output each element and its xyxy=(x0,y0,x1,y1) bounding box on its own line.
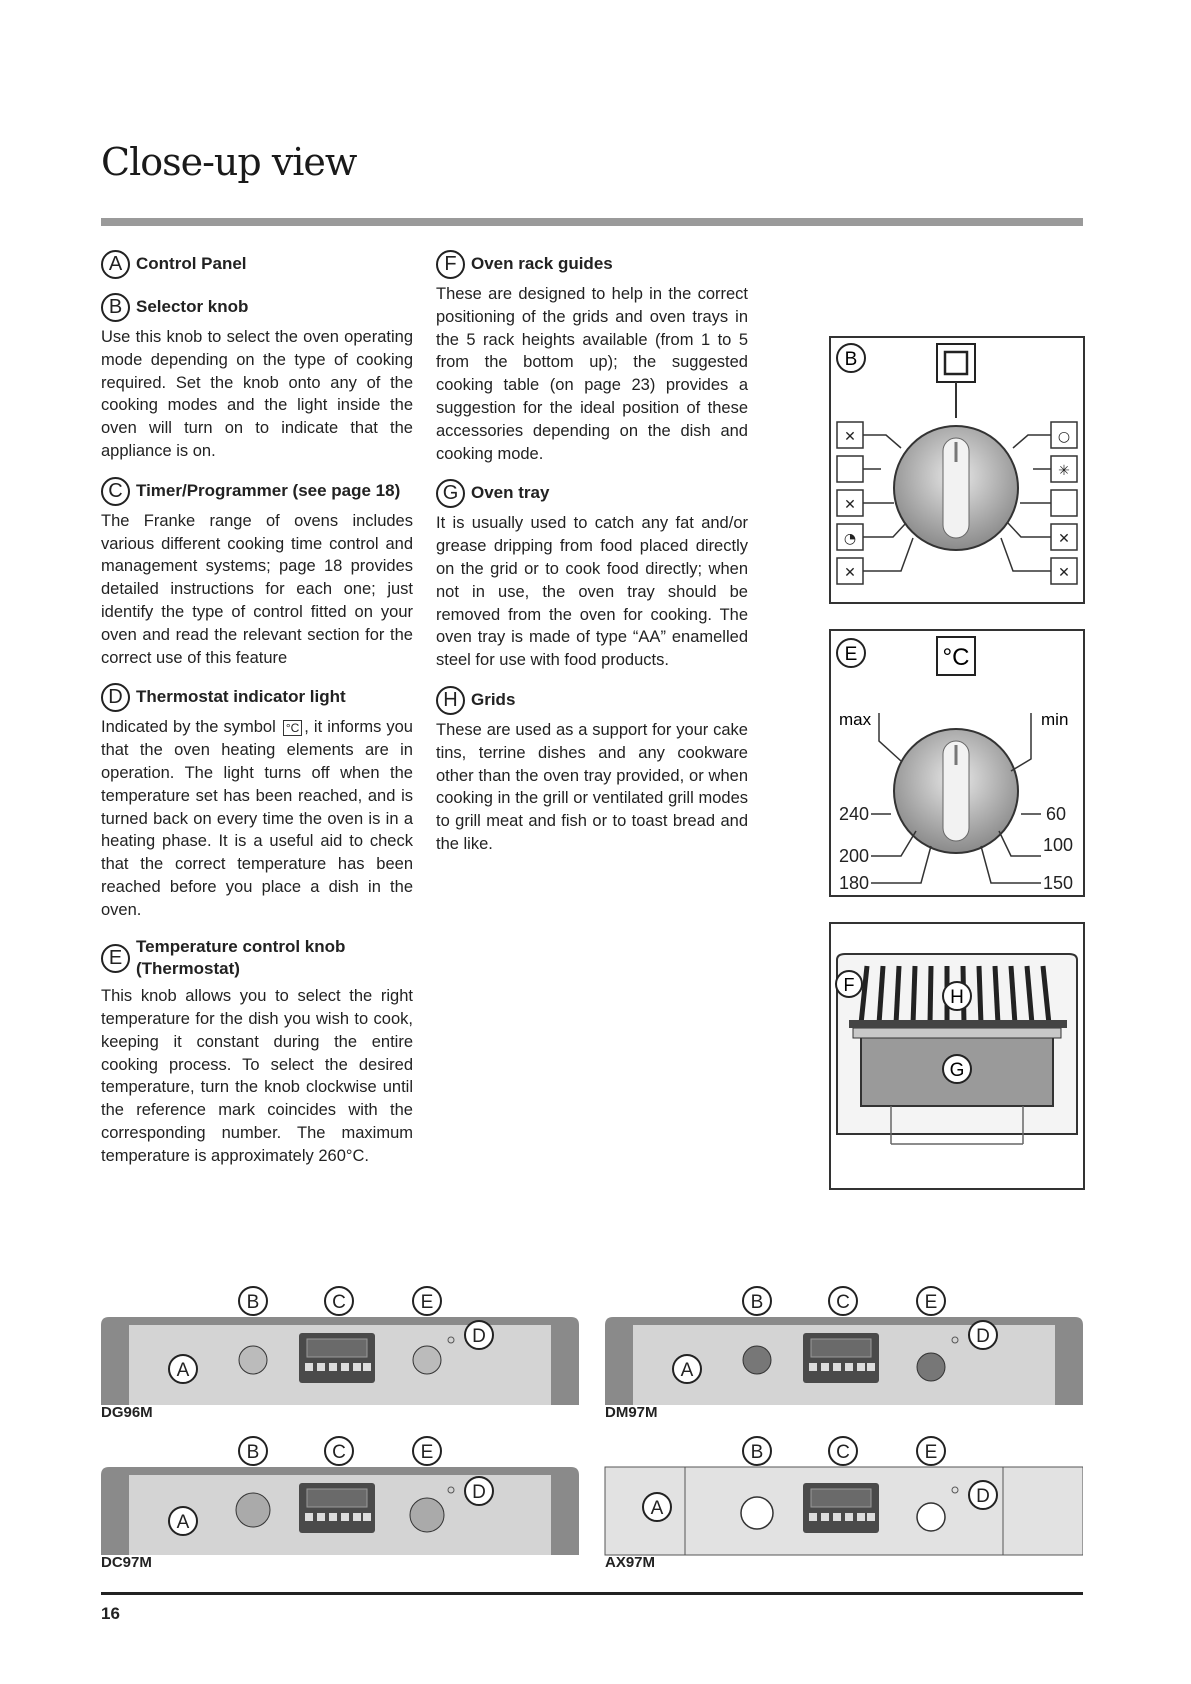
section-body: These are used as a support for your cake tins, terrine dishes and any cookware other than the oven tray provided, or when cooking in the grill or ventilated grill modes to grill meat and fish or to toast bread and the like. xyxy=(436,720,748,853)
panel-letter: A xyxy=(650,1498,664,1519)
panel-letter: D xyxy=(472,1326,486,1347)
svg-text:✕: ✕ xyxy=(844,565,856,581)
svg-text:✕: ✕ xyxy=(844,497,856,513)
scale-100: 100 xyxy=(1043,835,1074,855)
control-panels-diagram xyxy=(101,1285,1083,1585)
oven-interior-illustration xyxy=(831,924,1083,1188)
section-heading: Thermostat indicator light xyxy=(136,687,346,707)
panel-letter: C xyxy=(836,1292,850,1313)
svg-text:◔: ◔ xyxy=(843,531,857,547)
section-timer xyxy=(101,477,413,670)
title-divider xyxy=(101,218,1083,226)
letter-badge: F xyxy=(436,250,465,279)
figure-letter: B xyxy=(844,349,858,370)
letter-badge: E xyxy=(101,944,130,973)
panel-letter: D xyxy=(472,1482,486,1503)
scale-240: 240 xyxy=(839,804,870,824)
celsius-symbol: °C xyxy=(942,644,970,671)
section-heading: Oven tray xyxy=(471,483,550,503)
letter-badge: B xyxy=(101,293,130,322)
figure-letter: F xyxy=(843,975,855,995)
min-label: min xyxy=(1041,710,1069,729)
panel-letter: A xyxy=(680,1360,694,1381)
page-title: Close-up view xyxy=(101,140,357,184)
max-label: max xyxy=(839,710,872,729)
panel-letter: C xyxy=(332,1442,346,1463)
letter-badge: C xyxy=(101,477,130,506)
panel-letter: B xyxy=(246,1292,260,1313)
letter-badge: D xyxy=(101,683,130,712)
oven-interior-figure xyxy=(829,922,1085,1190)
panel-letter: B xyxy=(750,1442,764,1463)
middle-column xyxy=(436,250,748,870)
panel-letter: C xyxy=(332,1292,346,1313)
section-body: It is usually used to catch any fat and/or grease dripping from food placed directly on the grid or to cook food directly; when not in use, the oven tray should be removed from the oven for cooking. The oven tray is made of type “AA” enamelled steel for use with food products. xyxy=(436,514,748,670)
selector-knob-illustration xyxy=(831,338,1083,602)
scale-60: 60 xyxy=(1046,804,1067,824)
section-body: Indicated by the symbol °C , it informs you that the oven heating elements are in operation. The light turns off when the temperature set has been reached, and is turned back on every time the oven is in a heating phase. It is a useful aid to check that the correct temperature has been reached before you place a dish in the oven. xyxy=(101,718,413,919)
model-label: DG96M xyxy=(101,1404,153,1421)
section-heading: Control Panel xyxy=(136,254,247,274)
scale-150: 150 xyxy=(1043,873,1074,893)
panel-letter: E xyxy=(924,1292,938,1313)
figure-letter: H xyxy=(950,987,964,1008)
section-heading: Oven rack guides xyxy=(471,254,613,274)
svg-text:✳: ✳ xyxy=(1058,463,1070,479)
section-body: These are designed to help in the correct positioning of the grids and oven trays in the 5 rack heights available (from 1 to 5 from the bottom up); the suggested cooking table (on page 23) provides a suggestion for the ideal position of these accessories depending on the dish and cooking mode. xyxy=(436,285,748,463)
footer-divider xyxy=(101,1592,1083,1595)
celsius-symbol: °C xyxy=(283,720,302,736)
section-selector-knob xyxy=(101,293,413,463)
section-body: The Franke range of ovens includes various different cooking time control and management systems; page 18 provides detailed instructions for each one; just identify the type of control fitted on your oven and read the relevant section for the correct use of this feature xyxy=(101,511,413,667)
section-heading: Temperature control knob (Thermostat) xyxy=(136,936,346,979)
section-heading: Selector knob xyxy=(136,297,249,317)
figure-letter: E xyxy=(844,644,858,665)
panel-letter: B xyxy=(246,1442,260,1463)
panel-letter: D xyxy=(976,1326,990,1347)
section-thermostat-light xyxy=(101,683,413,921)
model-label: AX97M xyxy=(605,1554,656,1571)
svg-text:✕: ✕ xyxy=(1058,565,1070,581)
panel-letter: A xyxy=(176,1360,190,1381)
panel-letter: B xyxy=(750,1292,764,1313)
model-label: DC97M xyxy=(101,1554,152,1571)
section-heading: Grids xyxy=(471,690,516,710)
svg-text:○: ○ xyxy=(1057,429,1071,445)
scale-180: 180 xyxy=(839,873,870,893)
page-number: 16 xyxy=(101,1604,120,1623)
panel-ax97m xyxy=(605,1467,1083,1555)
figure-letter: G xyxy=(949,1060,965,1081)
section-rack-guides xyxy=(436,250,748,465)
selector-knob-figure xyxy=(829,336,1085,604)
section-heading: Timer/Programmer (see page 18) xyxy=(136,480,401,500)
thermostat-knob-figure xyxy=(829,629,1085,897)
section-body: This knob allows you to select the right temperature for the dish you wish to cook, keeping it constant during the entire cooking process. To select the desired temperature, turn the knob clockwise until the reference mark coincides with the corresponding number. The maximum temperature is approximately 260°C. xyxy=(101,987,413,1165)
section-temperature-knob xyxy=(101,936,413,1168)
section-grids xyxy=(436,686,748,856)
svg-text:✕: ✕ xyxy=(1058,531,1070,547)
section-oven-tray xyxy=(436,479,748,672)
panel-letter: E xyxy=(420,1442,434,1463)
panel-letter: E xyxy=(420,1292,434,1313)
scale-200: 200 xyxy=(839,846,870,866)
letter-badge: H xyxy=(436,686,465,715)
panel-letter: C xyxy=(836,1442,850,1463)
panel-letter: A xyxy=(176,1512,190,1533)
section-body: Use this knob to select the oven operating mode depending on the type of cooking required. Set the knob onto any of the cooking modes and the light inside the oven will turn on to indicate that the appliance is on. xyxy=(101,328,413,460)
panel-letter: D xyxy=(976,1486,990,1507)
svg-text:✕: ✕ xyxy=(844,429,856,445)
section-control-panel xyxy=(101,250,413,279)
thermostat-knob-illustration xyxy=(831,631,1083,895)
panel-letter: E xyxy=(924,1442,938,1463)
model-label: DM97M xyxy=(605,1404,658,1421)
letter-badge: G xyxy=(436,479,465,508)
letter-badge: A xyxy=(101,250,130,279)
left-column xyxy=(101,250,413,1182)
